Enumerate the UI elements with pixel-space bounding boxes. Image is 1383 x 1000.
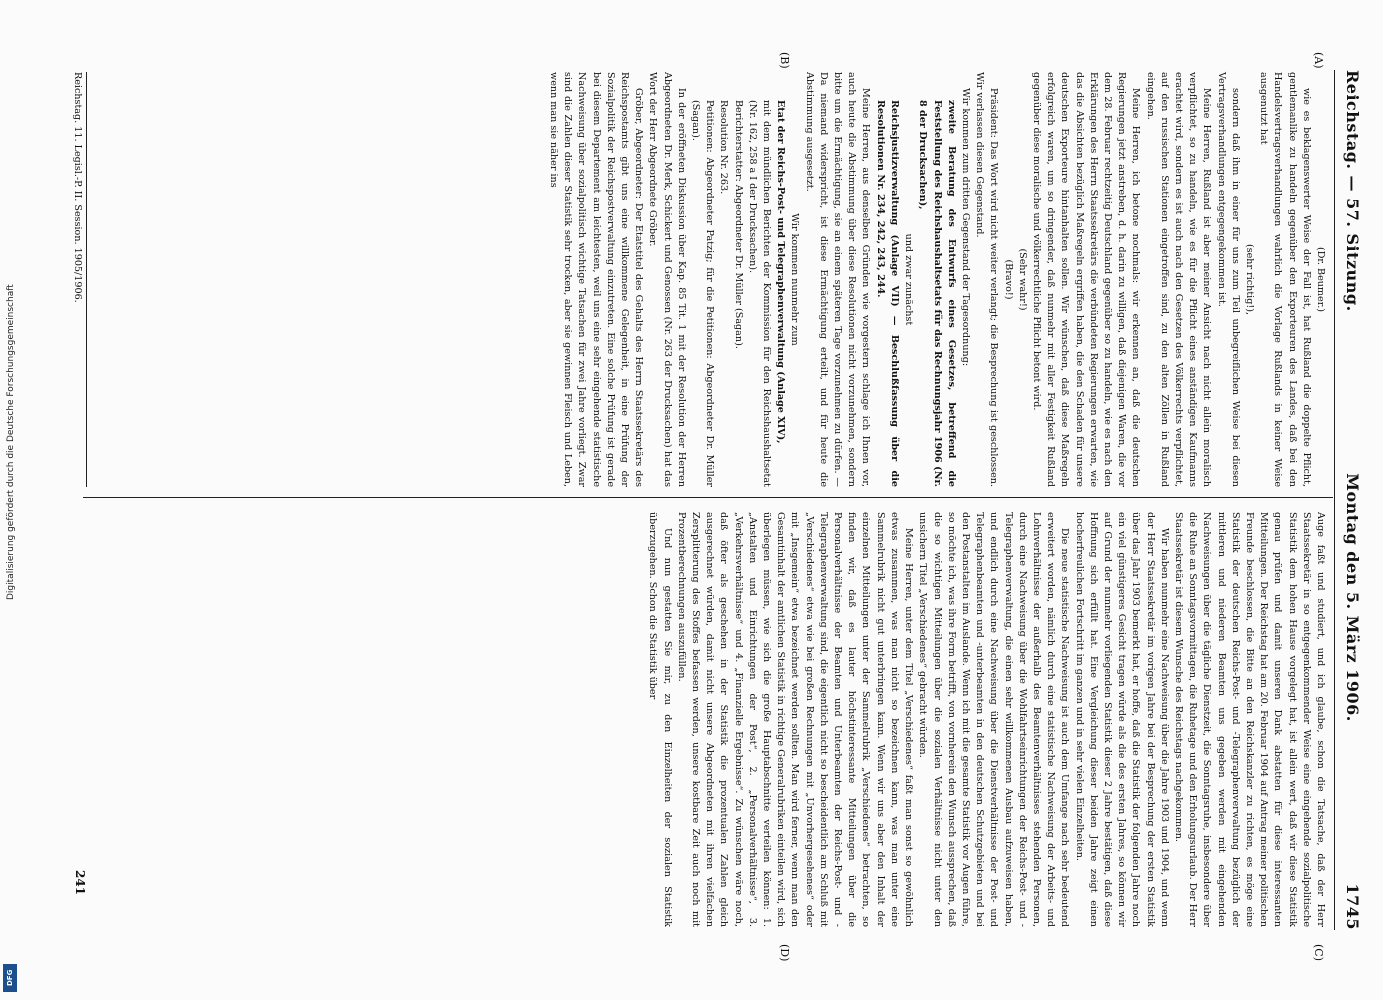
paragraph: Auge faßt und studiert, und ich glaube, schon die Tatsache, daß der Herr Staatssekretär in so entgegenkommender Weise eine eingehende sozialpolitische Statistik dem hohen Hause vorgelegt hat, ist allein wert, daß wir diese Statistik genau prüfen und damit unseren Dank abstatten für diese interessanten Mitteilungen. Der Reichstag hat am 20. Februar 1904 auf Antrag meiner politischen Freunde beschlossen, die Bitte an den Reichskanzler zu richten, es möge eine Statistik der deutschen Reichs-Post- und -Telegraphenverwaltung bezüglich der mittleren und niederen Beamten uns gegeben werden mit eingehenden Nachweisungen über die tägliche Dienstzeit, die Sonntagsruhe, insbesondere über die Ruhe an Sonntagsvormittagen, die Ruhetage und den Erholungsurlaub. Der Herr Staatssekretär ist diesem Wunsche des Reichstags nachgekommen. <box>1172 512 1326 927</box>
paragraph: Meine Herren, ich betone nochmals: wir erkennen an, daß die deutschen Regierungen jetzt anstreben, d. h. darin zu willigen, daß diejenigen Waren, die vor dem 28. Februar rechtzeitig Deutschland gegenüber so zu handeln, wie es nach den Erklärungen des Herrn Staatssekretärs die verbündeten Regierungen erwarten, wie das die Absichten bezüglich Maßregeln ergriffen haben, die den Schaden für unsere deutschen Exporteure hintanhalten sollen. Wir wünschen, daß diese Maßregeln erfolgreich waren, um so dringender, daß nunmehr mit aller Festigkeit Rußland gegenüber diese moralische und völkerrechtliche Pflicht betont wird. <box>1030 72 1142 487</box>
margin-mark-c: (C) <box>1312 944 1325 961</box>
paragraph: In der eröffneten Diskussion über Kap. 85 Tit. 1 mit der Resolution der Herren Abgeordneten Dr. Merk, Schickert und Genossen (Nr. 263 der Drucksachen) hat das Wort der Herr Abgeordnete Gröber. <box>647 72 687 487</box>
paragraph: Meine Herren, Rußland ist aber meiner Ansicht nach nicht allein moralisch verpflichtet, so zu handeln, wie es für die Pflicht eines anständigen Kaufmanns erachtet wird, sondern es ist auch nach den Gesetzen des Völkerrechts verpflichtet, auf den russischen Stationen eingetroffen sind, zu den alten Zöllen in Rußland eingehen. <box>1144 72 1213 487</box>
agenda-item: zweite Beratung des Entwurfs eines Gesetzes, betreffend die Feststellung des Reichshaushaltsetats für das Rechnungsjahr 1906 (Nr. 8 der Drucksachen), <box>917 100 957 487</box>
left-column <box>546 72 1327 487</box>
speaker-label: (Dr. Beumer.) <box>1315 246 1326 313</box>
right-column <box>645 512 1327 927</box>
interjection: (sehr richtig!), <box>1243 243 1255 316</box>
paragraph: Berichterstatter: Abgeordneter Dr. Müller (Sagan). <box>732 100 744 349</box>
interjection: (Bravo!) <box>1002 259 1014 300</box>
paragraph: sondern daß ihm in einer für uns zum Teil unbegreiflichen Weise bei diesen Vertragsverhandlungen entgegengekommen ist. <box>1215 72 1241 487</box>
dfg-logo: DFG <box>3 964 17 992</box>
paragraph: wie es beklagenswerter Weise der Fall ist, hat Rußland die doppelte Pflicht, gentlemanlike zu handeln gegenüber den Exporteuren des Landes, daß bei den Handelsvertragsverhandlungen wahrlich die Vorlage Rußlands in keiner Weise ausgenutzt hat <box>1258 72 1312 487</box>
paragraph: Wir kommen nunmehr zum <box>789 213 801 346</box>
column-divider <box>83 497 1333 498</box>
interjection: (Sehr wahr!) <box>1016 248 1028 311</box>
speaker-statement: Gröber, Abgeordneter: Der Etatstitel des Gehalts des Herrn Staatssekretärs des Reichspostamts gibt uns eine willkommene Gelegenheit, in eine Prüfung der Sozialpolitik der Reichspostverwaltung einzutreten. Eine solche Prüfung ist gerade bei diesem Departement am leichtesten, weil uns eine sehr eingehende statistische Nachweisung über sozialpolitisch wichtige Tatsachen für zwei Jahre vorliegt. Zwar sind die Zahlen dieser Statistik sehr trocken, aber sie gewinnen Fleisch und Leben, wenn man sie näher ins <box>548 72 645 487</box>
paragraph: Wir haben nunmehr eine Nachweisung über die Jahre 1903 und 1904, und wenn der Herr Staatssekretär im vorigen Jahre bei der Besprechung der ersten Statistik über das Jahr 1903 bemerkt hat, er hoffe, daß die Statistik der folgenden Jahre noch ein viel günstigeres Gesicht tragen würde als die des ersten Jahres, so können wir auf Grund der nunmehr vorliegenden Statistik dieser 2 Jahre bestätigen, daß diese Hoffnung sich erfüllt hat. Eine Vergleichung dieser beiden Jahre zeigt einen hocherfreulichen Fortschritt im ganzen und in sehr vielen Einzelheiten. <box>1073 512 1170 927</box>
paragraph: und zwar zunächst <box>903 233 915 326</box>
digitization-credit: Digitalisierung gefördert durch die Deutsche Forschungsgemeinschaft <box>6 284 16 600</box>
paragraph: Resolution Nr. 263. <box>718 100 730 195</box>
paragraph: mit dem mündlichen Berichten der Kommission für den Reichshaushaltsetat (Nr. 162, 258 a I der Drucksachen). <box>746 100 773 487</box>
header-center: Montag den 5. März 1906. <box>1343 473 1363 722</box>
header-left: Reichstag. — 57. Sitzung. <box>1343 70 1363 312</box>
page-footer: Reichstag. 11. Legisl.-P. II. Session. 1905/1906. <box>72 72 87 487</box>
agenda-item: Etat der Reichs-Post- und Telegraphenverwaltung (Anlage XIV), <box>775 100 787 444</box>
page-header <box>1341 70 1365 930</box>
paragraph: Und nun gestatten Sie mir, zu den Einzelheiten der sozialen Statistik überzugehen. Schon die Statistik über <box>647 512 673 927</box>
header-rule <box>1334 70 1335 930</box>
paragraph: Meine Herren, unter dem Titel „Verschiedenes“ faßt man sonst so gewöhnlich etwas zusammen, was man nicht so bezeichnen kann, was man unter eine Sammelrubrik nicht gut unterbringen kann. Wenn wir uns aber den Inhalt der einzelnen Mitteilungen unter der Sammelrubrik „Verschiedenes“ betrachten, so finden wir, daß es lauter höchstinteressante Mitteilungen über die Personalverhältnisse der Beamten und Unterbeamten der Reichs-Post- und -Telegraphenverwaltung sind, die eigentlich nicht so bescheidentlich am Schluß mit „Verschiedenes“ etwa wie bei großen Rechnungen mit „Unvorhergesehenes“ oder mit „Insgemein“ etwa bezeichnet werden sollten. Man wird ferner, wenn man den Gesamtinhalt der amtlichen Statistik in richtige Generalrubriken einteilen wird, sich überlegen müssen, wie sich die große Hauptabschnitte verteilen können: 1. „Anstalten und Einrichtungen der Post“, 2. „Personalverhältnisse“, 3. „Verkehrsverhältnisse“ und 4. „Finanzielle Ergebnisse“. Zu wünschen wäre noch, daß öfter als geschehen in der Statistik die prozentualen Zahlen gleich ausgerechnet würden, damit nicht unsere Abgeordneten mit ihren vielfachen Zersplitterung des Stoffes befassen werden, unsere kostbare Zeit auch noch mit Prozentberechnungen auszufüllen. <box>675 512 915 927</box>
sheet-signature: 241 <box>73 870 87 896</box>
paragraph: Wir kommen zum dritten Gegenstand der Tagesordnung: <box>959 88 971 367</box>
margin-mark-a: (A) <box>1312 52 1325 69</box>
agenda-item: Reichsjustizverwaltung (Anlage VII) — Beschlußfassung über die Resolutionen Nr. 234, 242, 243, 244. <box>874 100 900 487</box>
paragraph: Petitionen: Abgeordneter Patzig; für die Petitionen: Abgeordneter Dr. Müller (Sagan). <box>690 100 716 487</box>
header-page-number: 1745 <box>1343 883 1363 930</box>
paragraph: Meine Herren, aus denselben Gründen wie vorgestern schlage ich Ihnen vor, auch heute die Abstimmung über diese Resolutionen nicht vorzunehmen, sondern bitte um die Ermächtigung, sie an einem späteren Tage vorzunehmen zu dürfen. — Da niemand widerspricht, ist diese Ermächtigung erteilt, und für heute die Abstimmung ausgesetzt. <box>803 72 872 487</box>
margin-mark-b: (B) <box>778 52 791 69</box>
paragraph: Die neue statistische Nachweisung ist auch dem Umfange nach sehr bedeutend erweitert worden, nämlich durch eine statistische Nachweisung der Arbeits- und Lohnverhältnisse der außerhalb des Beamtenverhältnisses stehenden Personen, durch eine Nachweisung über die Wohlfahrtseinrichtungen der Reichs-Post- und -Telegraphenverwaltung, die einen sehr willkommenen Ausbau aufzuweisen haben, und endlich durch eine Nachweisung über die Dienstverhältnisse der Post- und Telegraphenbeamten und -unterbeamten in den deutschen Schutzgebieten und bei den Postanstalten im Auslande. Wenn ich mit die gesamte Statistik vor Augen führe, so möchte ich, was ihre Form betrifft, von vornherein den Wunsch aussprechen, daß die so wichtigen Mitteilungen über die sozialen Verhältnisse nicht unter den unsichern Titel „Verschiedenes“ gebracht würden. <box>917 512 1071 927</box>
margin-mark-d: (D) <box>778 944 791 962</box>
president-statement: Präsident: Das Wort wird nicht weiter verlangt; die Besprechung ist geschlossen. Wir verlassen diesen Gegenstand. <box>974 72 1000 487</box>
